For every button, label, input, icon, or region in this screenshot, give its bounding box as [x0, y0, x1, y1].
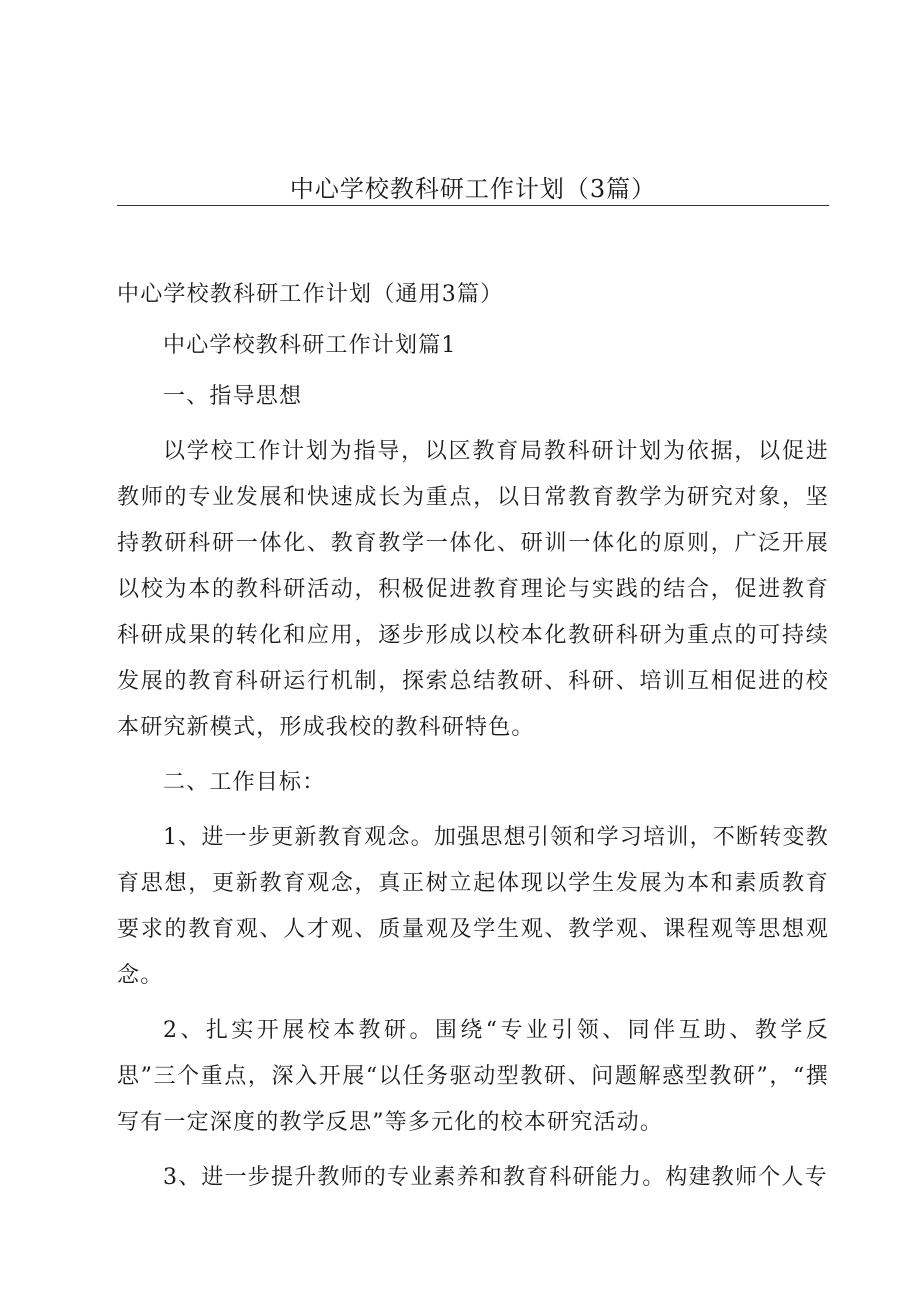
document-body	[117, 272, 829, 1210]
heading-guiding-thought: 一、指导思想	[163, 384, 303, 409]
goal-item-1: 1、进一步更新教育观念。加强思想引领和学习培训，不断转变教育思想，更新教育观念，真正树立起体现以学生发展为本和素质教育要求的教育观、人才观、质量观及学生观、教学观、课程观等思想观念。	[117, 825, 829, 988]
paragraph-guiding-thought: 以学校工作计划为指导，以区教育局教科研计划为依据，以促进教师的专业发展和快速成长为重点，以日常教育教学为研究对象，坚持教研科研一体化、教育教学一体化、研训一体化的原则，广泛开展以校为本的教科研活动，积极促进教育理论与实践的结合，促进教育科研成果的转化和应用，逐步形成以校本化教研科研为重点的可持续发展的教育科研运行机制，探索总结教研、科研、培训互相促进的校本研究新模式，形成我校的教科研特色。	[117, 439, 829, 740]
goal-item-3: 3、进一步提升教师的专业素养和教育科研能力。构建教师个人专	[163, 1165, 828, 1190]
goal-item-2: 2、扎实开展校本教研。围绕“专业引领、同伴互助、教学反思”三个重点，深入开展“以任务驱动型教研、问题解惑型教研”，“撰写有一定深度的教学反思”等多元化的校本研究活动。	[117, 1018, 829, 1135]
document-subtitle: 中心学校教科研工作计划（通用3篇）	[117, 282, 504, 307]
section-heading: 中心学校教科研工作计划篇1	[163, 333, 457, 358]
heading-work-goals: 二、工作目标：	[163, 770, 326, 795]
title-underline	[117, 205, 829, 206]
document-title: 中心学校教科研工作计划（3篇）	[289, 175, 657, 203]
